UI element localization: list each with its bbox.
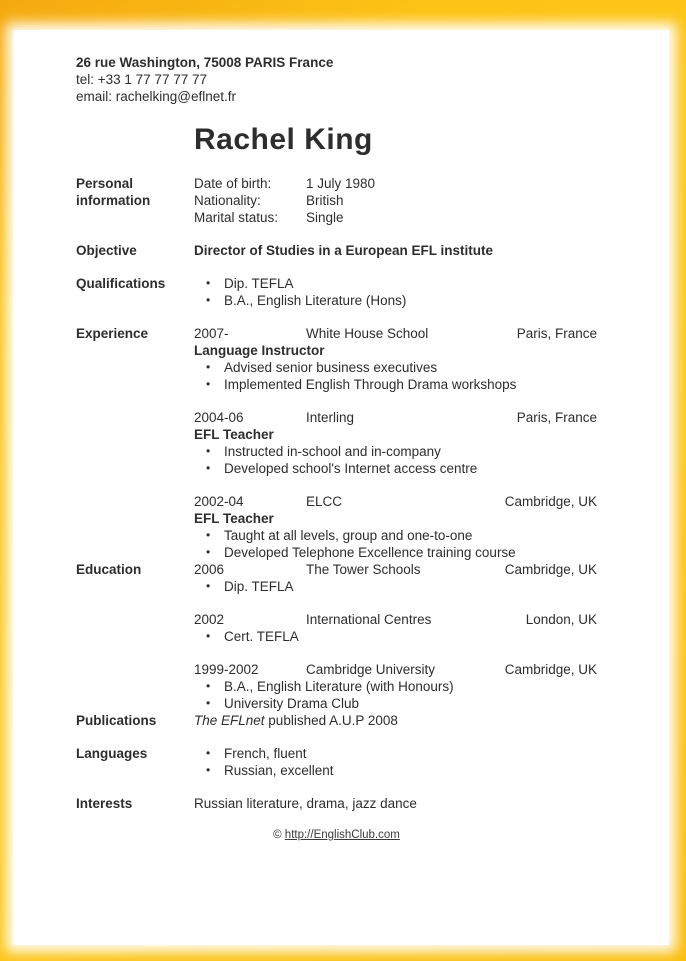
section-label-publications: Publications [76,713,157,728]
publications-text [194,712,597,729]
job-location: Cambridge, UK [504,494,597,509]
contact-block [76,54,597,105]
list-item-text: Developed school's Internet access centre [224,461,478,476]
education-location: Cambridge, UK [504,562,597,577]
email-line: email: rachelking@eflnet.fr [76,89,237,104]
section-interests [76,795,597,812]
list-item-text: Taught at all levels, group and one-to-one [224,528,473,543]
section-education [76,561,597,712]
list-item-text: Cert. TEFLA [224,629,299,644]
personal-key: Date of birth: [194,176,272,191]
list-item [194,628,597,645]
education-entry [194,661,597,712]
list-item-text: Developed Telephone Excellence training course [224,545,516,560]
experience-entry [194,409,597,477]
job-title: Language Instructor [194,343,325,358]
bullet-icon: • [206,461,211,475]
section-label-line: Personal [76,176,134,191]
bullet-icon: • [206,763,211,777]
bullet-icon: • [206,545,211,559]
section-label-languages: Languages [76,746,148,761]
list-item [194,443,597,460]
list-item-text: University Drama Club [224,696,360,711]
section-label-personal [76,175,194,226]
education-location: Cambridge, UK [504,662,597,677]
education-entry [194,611,597,645]
education-school: International Centres [306,612,432,627]
education-dates: 1999-2002 [194,662,259,677]
englishclub-link[interactable]: http://EnglishClub.com [284,829,400,841]
job-dates: 2004-06 [194,410,244,425]
education-location: London, UK [525,612,597,627]
education-dates: 2002 [194,612,225,627]
resume-sheet [13,30,669,945]
list-item-text: Advised senior business executives [224,360,438,375]
list-item [194,678,597,695]
footer [76,828,597,842]
section-label-objective: Objective [76,243,137,258]
phone-line: tel: +33 1 77 77 77 77 [76,72,207,87]
bullet-icon: • [206,679,211,693]
bullet-icon: • [206,276,211,290]
bullet-icon: • [206,444,211,458]
list-item-text: Dip. TEFLA [224,579,294,594]
job-title: EFL Teacher [194,511,274,526]
education-school: Cambridge University [306,662,436,677]
section-languages [76,745,597,779]
list-item [194,292,597,309]
publication-title: The EFLnet [194,713,265,728]
section-objective [76,242,597,259]
list-item-text: B.A., English Literature (Hons) [224,293,407,308]
section-publications [76,712,597,729]
job-organization: White House School [306,326,429,341]
list-item [194,527,597,544]
bullet-icon: • [206,293,211,307]
section-label-education: Education [76,562,142,577]
personal-value: British [306,193,344,208]
list-item [194,578,597,595]
bullet-icon: • [206,696,211,710]
list-item-text: Dip. TEFLA [224,276,294,291]
job-location: Paris, France [516,326,597,341]
personal-row [194,192,597,209]
section-label-experience: Experience [76,326,149,341]
list-item-text: Instructed in-school and in-company [224,444,441,459]
section-label-interests: Interests [76,796,133,811]
bullet-icon: • [206,746,211,760]
job-organization: ELCC [306,494,343,509]
address-line: 26 rue Washington, 75008 PARIS France [76,55,334,70]
list-item-text: B.A., English Literature (with Honours) [224,679,454,694]
education-school: The Tower Schools [306,562,421,577]
personal-key: Marital status: [194,210,279,225]
job-location: Paris, France [516,410,597,425]
personal-key: Nationality: [194,193,261,208]
bullet-icon: • [206,377,211,391]
job-dates: 2007- [194,326,229,341]
personal-row [194,209,597,226]
bullet-icon: • [206,579,211,593]
section-qualifications [76,275,597,309]
list-item [194,376,597,393]
bullet-icon: • [206,360,211,374]
list-item [194,762,597,779]
personal-row [194,175,597,192]
personal-value: 1 July 1980 [306,176,376,191]
experience-entry [194,493,597,561]
section-experience [76,325,597,561]
page-title: Rachel King [194,123,373,156]
education-entry [194,561,597,595]
interests-text: Russian literature, drama, jazz dance [194,796,417,811]
list-item-text: Implemented English Through Drama workshops [224,377,517,392]
section-label-line: information [76,193,151,208]
objective-text: Director of Studies in a European EFL institute [194,243,494,258]
publication-detail: published A.U.P 2008 [264,713,398,728]
list-item [194,695,597,712]
list-item [194,460,597,477]
copyright-symbol: © [273,829,285,841]
list-item [194,275,597,292]
resume-content [76,54,597,842]
personal-value: Single [306,210,344,225]
list-item [194,359,597,376]
experience-entry [194,325,597,393]
list-item [194,745,597,762]
list-item-text: French, fluent [224,746,307,761]
job-organization: Interling [306,410,355,425]
section-personal-information [76,175,597,226]
job-dates: 2002-04 [194,494,244,509]
education-dates: 2006 [194,562,225,577]
list-item [194,544,597,561]
bullet-icon: • [206,528,211,542]
bullet-icon: • [206,629,211,643]
list-item-text: Russian, excellent [224,763,334,778]
job-title: EFL Teacher [194,427,274,442]
section-label-qualifications: Qualifications [76,276,166,291]
